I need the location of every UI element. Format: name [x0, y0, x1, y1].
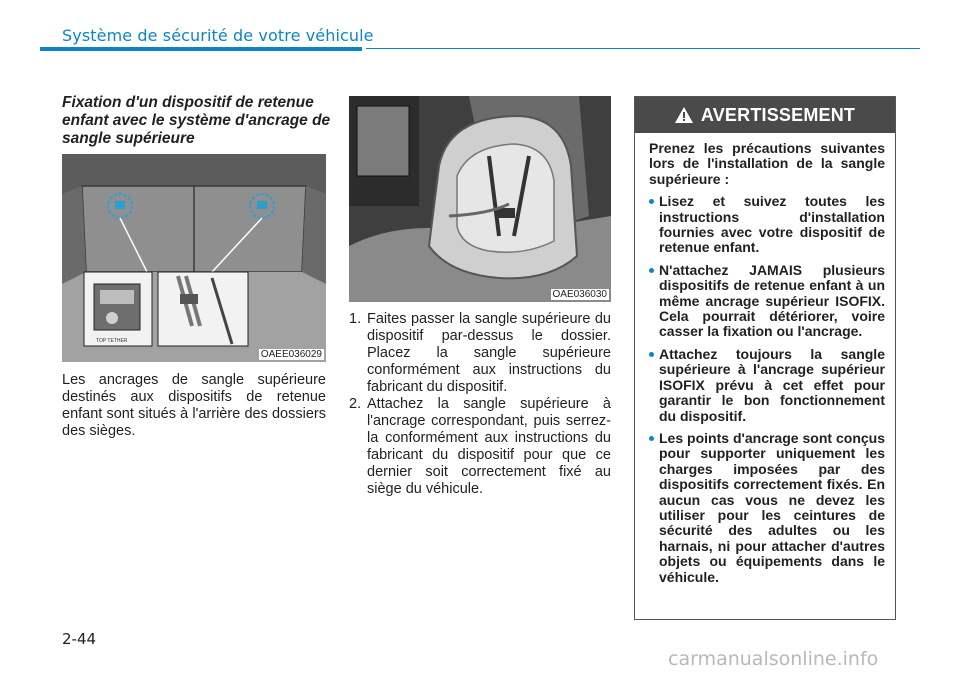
trunk-anchor-image [62, 154, 326, 362]
warning-item: N'attachez JAMAIS plusieurs dispositifs de retenue enfant à un même ancrage supérieur ISOFIX. Cela pourrait détériorer, voire casser la fixation ou l'ancrage. [649, 263, 885, 340]
header-rule-thin [366, 48, 920, 49]
trunk-illustration [62, 154, 326, 362]
step-text: Faites passer la sangle supérieure du dispositif par-dessus le dossier. Placez la sangle supérieure conformément aux instructions du fabricant du dispositif. [367, 311, 611, 395]
top-tether-label: TOP TETHER [96, 338, 128, 344]
warning-header [635, 97, 895, 133]
step-item [349, 311, 611, 396]
header-title: Système de sécurité de votre véhicule [62, 26, 374, 45]
steps-list [349, 311, 611, 498]
watermark: carmanualsonline.info [668, 648, 879, 670]
child-seat-image [349, 96, 611, 302]
warning-triangle-icon [675, 107, 693, 123]
header-rule [40, 47, 362, 51]
warning-body [635, 133, 895, 585]
step-item [349, 396, 611, 498]
warning-item: Lisez et suivez toutes les instructions d'installation fournies avec votre dispositif de retenue enfant. [649, 194, 885, 256]
warning-item: Les points d'ancrage sont conçus pour supporter uniquement les charges imposées par des dispositifs correctement fixés. En aucun cas vous ne devez les utiliser pour les ceintures de sécurité des adultes ou les harnais, ni pour attacher d'autres objets ou équipements dans le véhicule. [649, 431, 885, 585]
child-seat-illustration [349, 96, 611, 302]
anchor-location-text: Les ancrages de sangle supérieure destinés aux dispositifs de retenue enfant sont situés à l'arrière des dossiers des sièges. [62, 372, 326, 439]
warning-intro: Prenez les précautions suivantes lors de l'installation de la sangle supérieure : [649, 140, 885, 187]
section-heading: Fixation d'un dispositif de retenue enfant avec le système d'ancrage de sangle supérieure [62, 94, 331, 147]
warning-item: Attachez toujours la sangle supérieure à l'ancrage supérieur ISOFIX prévu à cet effet pour garantir le bon fonctionnement du dispositif. [649, 347, 885, 424]
page-number: 2-44 [62, 630, 97, 648]
image-code-2: OAE036030 [552, 289, 607, 300]
step-number: 2. [349, 396, 362, 412]
warning-box [634, 96, 896, 620]
image-code: OAEE036029 [260, 349, 322, 360]
warning-title: AVERTISSEMENT [700, 104, 856, 125]
warning-list [649, 194, 885, 585]
step-text: Attachez la sangle supérieure à l'ancrage correspondant, puis serrez-la conformément aux instructions du fabricant du dispositif pour que ce dernier soit correctement fixé au siège du véhicule. [367, 396, 611, 497]
step-number: 1. [349, 311, 362, 327]
